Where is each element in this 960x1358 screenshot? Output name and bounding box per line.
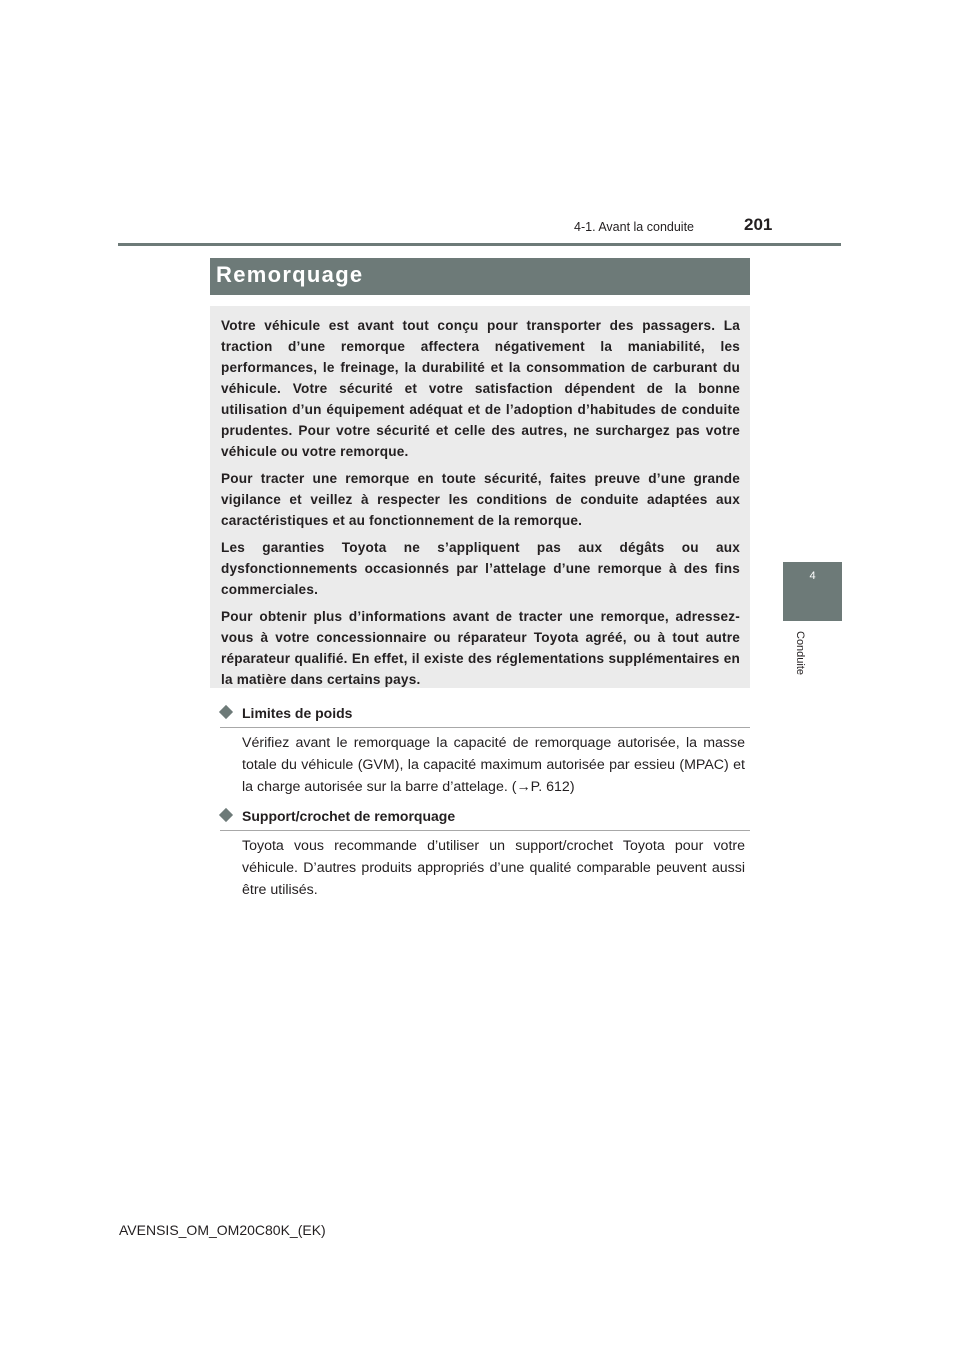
- chapter-number: 4: [809, 570, 816, 582]
- page-number: 201: [744, 215, 773, 234]
- section-heading-text: Limites de poids: [242, 705, 353, 721]
- section-heading-text: Support/crochet de remorquage: [242, 808, 456, 824]
- chapter-label: Conduite: [794, 631, 806, 676]
- section-body-weight-limits: Vérifiez avant le remorquage la capacité de remorquage autorisée, la masse totale du véhicule (GVM), la capacité maximum autorisée par essieu (MPAC) et la charge autorisée sur la barre d’attelage. (→P. 612): [242, 735, 745, 795]
- chapter-tab: [783, 562, 842, 621]
- header-section-title: 4-1. Avant la conduite: [574, 220, 694, 234]
- intro-paragraph: Votre véhicule est avant tout conçu pour transporter des passagers. La traction d’une remorque affectera négativement la maniabilité, les performances, le freinage, la durabilité et la consommation de carburant du véhicule. Votre sécurité et votre satisfaction dépendent de la bonne utilisation d’un équipement adéquat et de l’adoption d’habitudes de conduite prudentes. Pour votre sécurité et celle des autres, ne surchargez pas votre véhicule ou votre remorque.: [221, 318, 740, 459]
- diamond-bullet-icon: [219, 808, 233, 822]
- diamond-bullet-icon: [219, 705, 233, 719]
- intro-paragraph: Les garanties Toyota ne s’appliquent pas aux dégâts ou aux dysfonctionnements occasionnés par l’attelage d’une remorque à des fins commerciales.: [221, 540, 740, 597]
- page-title-bar: [210, 258, 750, 295]
- document-code: AVENSIS_OM_OM20C80K_(EK): [119, 1222, 326, 1238]
- section-heading-weight-limits: [220, 705, 750, 728]
- page-title: Remorquage: [216, 262, 364, 287]
- section-heading-tow-hitch: [220, 808, 750, 831]
- intro-box: [210, 306, 750, 688]
- intro-paragraph: Pour obtenir plus d’informations avant de tracter une remorque, adressez-vous à votre concessionnaire ou réparateur Toyota agréé, ou à tout autre réparateur qualifié. En effet, il existe des réglementations supplémentaires en la matière dans certains pays.: [221, 609, 740, 687]
- section-body-tow-hitch: Toyota vous recommande d’utiliser un support/crochet Toyota pour votre véhicule. D’autres produits appropriés d’une qualité comparable peuvent aussi être utilisés.: [242, 838, 745, 898]
- intro-paragraph: Pour tracter une remorque en toute sécurité, faites preuve d’une grande vigilance et veillez à respecter les conditions de conduite adaptées aux caractéristiques et au fonctionnement de la remorque.: [221, 471, 740, 528]
- header-rule: [118, 243, 841, 246]
